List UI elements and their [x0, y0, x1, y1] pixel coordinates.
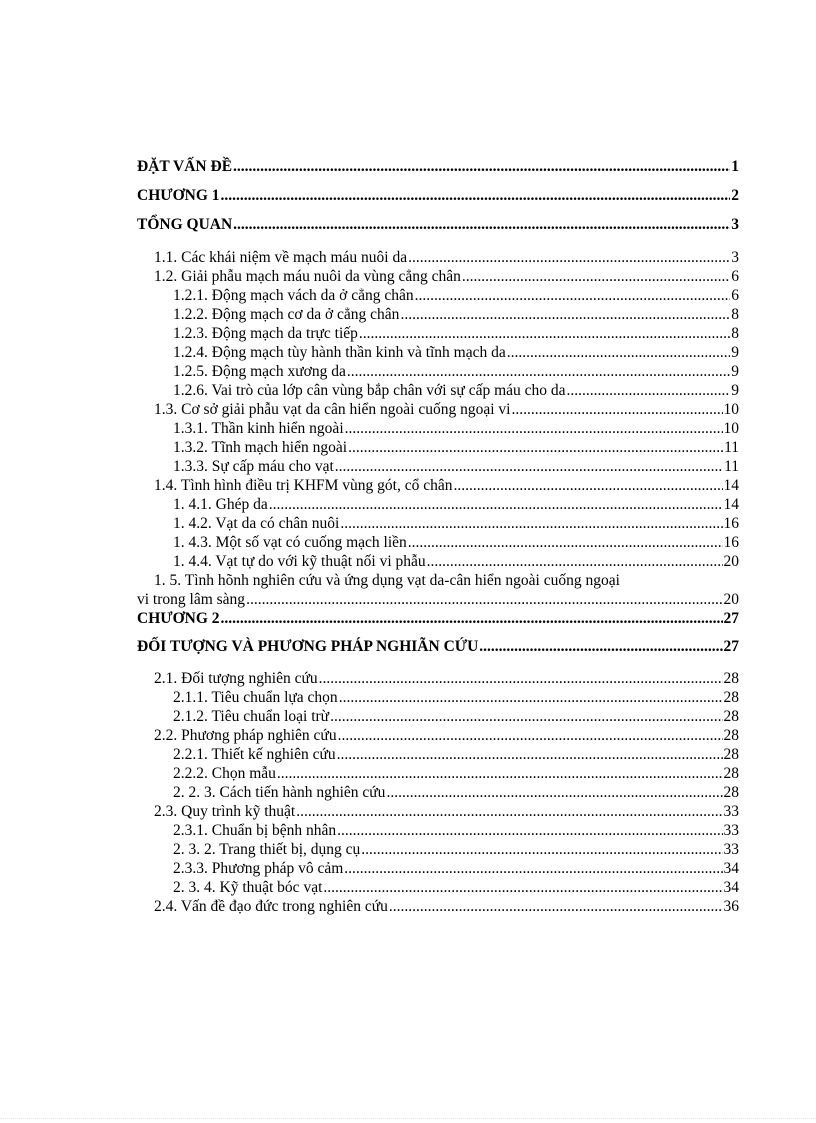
toc-dot-leader	[347, 363, 730, 381]
toc-entry	[137, 249, 739, 268]
toc-entry	[137, 515, 739, 534]
toc-entry-page: 28	[723, 784, 739, 801]
toc-dot-leader	[335, 458, 723, 476]
toc-dot-leader	[462, 268, 730, 286]
toc-dot-leader	[296, 803, 722, 821]
toc-dot-leader	[389, 898, 723, 916]
toc-entry-page: 1	[731, 158, 739, 175]
toc-dot-leader	[221, 610, 723, 628]
toc-entry-page: 9	[731, 382, 739, 399]
toc-entry-page: 34	[723, 879, 739, 896]
toc-entry-page: 33	[723, 841, 739, 858]
toc-entry-title: 2.1. Đối tượng nghiên cứu	[154, 670, 318, 687]
toc-entry	[137, 879, 739, 898]
toc-entry	[137, 727, 739, 746]
toc-entry	[137, 670, 739, 689]
toc-entry	[137, 401, 739, 420]
toc-dot-leader	[511, 401, 722, 419]
toc-entry-title: 1.2.2. Động mạch cơ da ở cẳng chân	[173, 306, 400, 323]
toc-entry-chuong-2	[137, 610, 739, 634]
toc-dot-leader	[269, 496, 723, 514]
toc-entry	[137, 287, 739, 306]
toc-dot-leader	[330, 708, 722, 726]
toc-entry-page: 9	[731, 344, 739, 361]
toc-entry-title: 1.2.3. Động mạch da trực tiếp	[173, 325, 358, 342]
toc-entry-page: 27	[723, 638, 739, 655]
toc-entry-page: 33	[723, 822, 739, 839]
toc-entry-title: 1.2.6. Vai trò của lớp cân vùng bắp chân với sự cấp máu cho da	[173, 382, 566, 399]
table-of-contents	[137, 158, 739, 917]
toc-entry-page: 14	[723, 496, 739, 513]
toc-dot-leader	[479, 638, 722, 656]
toc-entry	[137, 306, 739, 325]
toc-entry-title: ĐẶT VẤN ĐỀ	[137, 158, 233, 175]
toc-dot-leader	[337, 822, 722, 840]
toc-entry-page: 6	[731, 287, 739, 304]
toc-entry-dat-van-de	[137, 158, 739, 187]
toc-entry-title: 2.4. Vấn đề đạo đức trong nghiên cứu	[154, 898, 388, 915]
toc-entry-page: 27	[723, 610, 739, 627]
toc-entry-title: vi trong lâm sàng	[137, 591, 246, 608]
toc-entry-page: 6	[731, 268, 739, 285]
toc-entry-page: 28	[723, 727, 739, 744]
toc-entry-title: 2.1.1. Tiêu chuẩn lựa chọn	[173, 689, 338, 706]
toc-entry-page: 3	[731, 216, 739, 233]
toc-dot-leader	[338, 727, 723, 745]
toc-entry-title: 1.2.4. Động mạch tùy hành thần kinh và tĩnh mạch da	[173, 344, 506, 361]
toc-entry-title: 1.2. Giải phẫu mạch máu nuôi da vùng cẳng chân	[154, 268, 461, 285]
toc-entry-title: 2.1.2. Tiêu chuẩn loại trừ	[173, 708, 330, 725]
toc-entry-chuong-1	[137, 187, 739, 216]
toc-entry-page: 20	[723, 553, 739, 570]
toc-entry	[137, 458, 739, 477]
toc-entry-page: 28	[723, 708, 739, 725]
toc-entry-page: 33	[723, 803, 739, 820]
toc-entry-title: 1.4. Tình hình điều trị KHFM vùng gót, cổ chân	[154, 477, 453, 494]
page-bottom-dotted-rule	[0, 1118, 816, 1119]
toc-entry	[137, 382, 739, 401]
toc-entry	[137, 268, 739, 287]
toc-entry	[137, 344, 739, 363]
toc-entry-page: 11	[724, 439, 739, 456]
toc-entry-title: ĐỐI TƯỢNG VÀ PHƯƠNG PHÁP NGHIÃN CỨU	[137, 638, 479, 655]
toc-entry	[137, 439, 739, 458]
toc-entry-title: 2.2. Phương pháp nghiên cứu	[154, 727, 337, 744]
toc-entry-page: 3	[731, 249, 739, 266]
toc-entry-page: 8	[731, 306, 739, 323]
toc-dot-leader	[454, 477, 723, 495]
toc-entry	[137, 860, 739, 879]
toc-entry-page: 36	[723, 898, 739, 915]
toc-dot-leader	[427, 553, 723, 571]
toc-entry-page: 20	[723, 591, 739, 608]
toc-entry-page: 2	[731, 187, 739, 204]
toc-dot-leader	[337, 746, 723, 764]
toc-entry-title: CHƯƠNG 1	[137, 187, 220, 204]
toc-entry	[137, 420, 739, 439]
toc-entry	[137, 496, 739, 515]
toc-entry-page: 14	[723, 477, 739, 494]
toc-entry-page: 16	[723, 534, 739, 551]
toc-entry-page: 10	[723, 401, 739, 418]
toc-entry	[137, 746, 739, 765]
toc-entry-title: 2. 3. 4. Kỹ thuật bóc vạt	[173, 879, 323, 896]
toc-entry-title: 1.1. Các khái niệm về mạch máu nuôi da	[154, 249, 408, 266]
toc-entry	[137, 765, 739, 784]
toc-entry-title: TỔNG QUAN	[137, 216, 233, 233]
toc-dot-leader	[319, 670, 723, 688]
toc-dot-leader	[359, 325, 730, 343]
toc-entry-title: 2. 2. 3. Cách tiến hành nghiên cứu	[173, 784, 386, 801]
toc-dot-leader	[408, 249, 730, 267]
toc-entry-doi-tuong	[137, 638, 739, 670]
toc-dot-leader	[361, 841, 722, 859]
toc-entry-title: 1.3.2. Tĩnh mạch hiển ngoài	[173, 439, 348, 456]
toc-dot-leader	[339, 689, 723, 707]
toc-entry-page: 28	[723, 670, 739, 687]
toc-dot-leader	[567, 382, 731, 400]
toc-entry	[137, 898, 739, 917]
toc-entry-page: 11	[724, 458, 739, 475]
toc-entry	[137, 534, 739, 553]
toc-entry-title: 1. 4.1. Ghép da	[173, 496, 268, 513]
toc-entry	[137, 363, 739, 382]
toc-dot-leader	[340, 515, 722, 533]
toc-dot-leader	[400, 306, 730, 324]
toc-entry-title: 1.3.1. Thần kinh hiển ngoài	[173, 420, 344, 437]
toc-entry	[137, 689, 739, 708]
toc-dot-leader	[386, 784, 722, 802]
toc-entry-page: 28	[723, 746, 739, 763]
toc-entry-page: 28	[723, 689, 739, 706]
toc-entry	[137, 784, 739, 803]
toc-entry-title: CHƯƠNG 2	[137, 610, 220, 627]
toc-entry-title: 2.2.1. Thiết kế nghiên cứu	[173, 746, 336, 763]
toc-entry-tong-quan	[137, 216, 739, 245]
toc-dot-leader	[246, 591, 722, 609]
toc-entry-title: 1.3. Cơ sở giải phẫu vạt da cân hiển ngoài cuống ngoại vi	[154, 401, 511, 418]
toc-entry-page: 34	[723, 860, 739, 877]
toc-entry-title: 1. 4.2. Vạt da có chân nuôi	[173, 515, 340, 532]
toc-entry-title: 1.2.1. Động mạch vách da ở cẳng chân	[173, 287, 414, 304]
toc-entry-page: 10	[723, 420, 739, 437]
toc-dot-leader	[233, 216, 730, 234]
toc-dot-leader	[221, 187, 731, 205]
toc-entry	[137, 822, 739, 841]
toc-entry-title: 2.3.3. Phương pháp vô cảm	[173, 860, 344, 877]
toc-entry-title: 2.3.1. Chuẩn bị bệnh nhân	[173, 822, 337, 839]
toc-entry	[137, 477, 739, 496]
toc-dot-leader	[233, 158, 730, 176]
toc-entry-title: 2.3. Quy trình kỹ thuật	[154, 803, 296, 820]
toc-entry-continuation	[137, 591, 739, 610]
toc-entry-page: 8	[731, 325, 739, 342]
toc-entry-page: 28	[723, 765, 739, 782]
toc-entry	[137, 553, 739, 572]
toc-entry-title: 1. 5. Tình hõnh nghiên cứu và ứng dụng vạt da-cân hiển ngoài cuống ngoại	[154, 572, 620, 589]
toc-dot-leader	[344, 860, 722, 878]
toc-entry-title: 2.2.2. Chọn mẫu	[173, 765, 276, 782]
toc-entry	[137, 325, 739, 344]
toc-entry	[137, 803, 739, 822]
toc-entry-wrapped-line	[137, 572, 739, 591]
toc-entry	[137, 708, 739, 727]
toc-dot-leader	[348, 439, 723, 457]
toc-dot-leader	[507, 344, 730, 362]
toc-entry-page: 16	[723, 515, 739, 532]
toc-dot-leader	[415, 287, 731, 305]
toc-entry-title: 1. 4.3. Một số vạt có cuống mạch liền	[173, 534, 407, 551]
toc-entry-title: 2. 3. 2. Trang thiết bị, dụng cụ	[173, 841, 361, 858]
toc-entry-title: 1.3.3. Sự cấp máu cho vạt	[173, 458, 334, 475]
toc-dot-leader	[408, 534, 723, 552]
toc-entry-title: 1. 4.4. Vạt tự do với kỹ thuật nối vi phẫu	[173, 553, 426, 570]
toc-dot-leader	[277, 765, 723, 783]
toc-entry-page: 9	[731, 363, 739, 380]
toc-dot-leader	[323, 879, 722, 897]
toc-entry-title: 1.2.5. Động mạch xương da	[173, 363, 346, 380]
toc-dot-leader	[345, 420, 723, 438]
toc-entry	[137, 841, 739, 860]
